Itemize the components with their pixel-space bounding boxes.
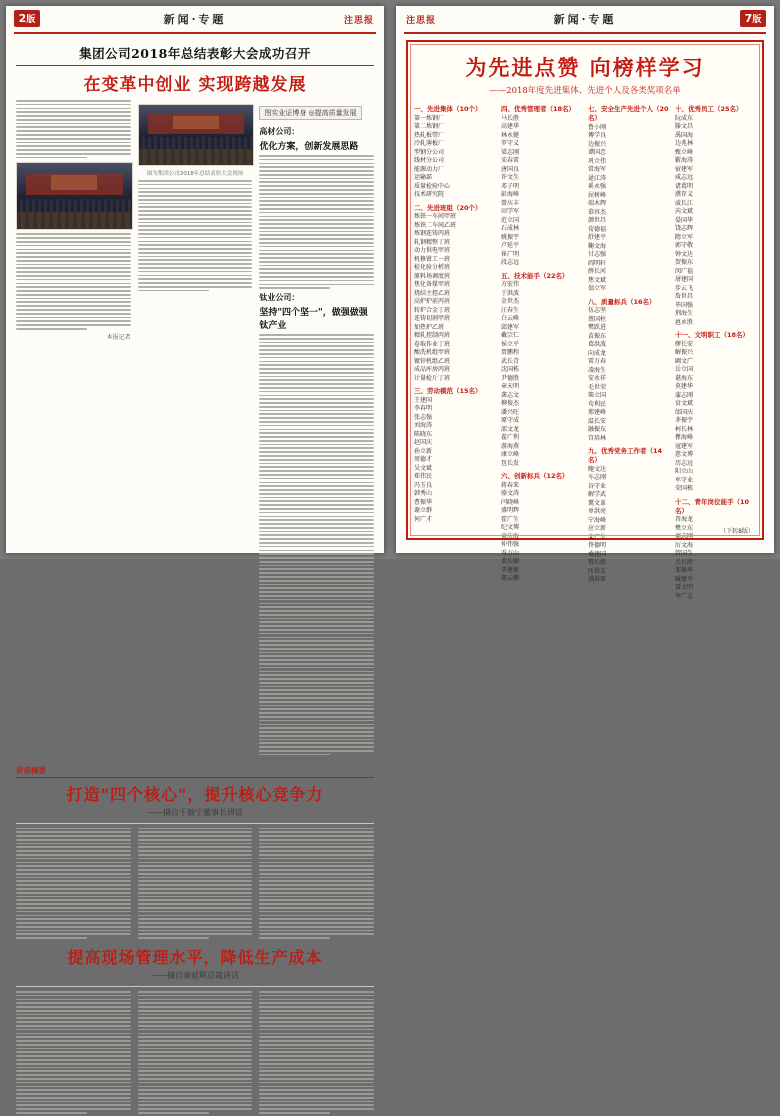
award-recipient-name: 高建华 (501, 123, 520, 130)
award-recipient-name: 柳俊杰 (501, 400, 520, 407)
award-recipient-name: 第二炼钢厂 (414, 123, 445, 130)
award-recipient-name: 连铸切割甲班 (414, 315, 451, 322)
award-recipient-name: 卷取作业丁班 (414, 340, 451, 348)
award-recipient-name: 樊跃进 (588, 324, 607, 331)
sub-article-1-title: 优化方案，创新发展思路 (259, 142, 359, 152)
body-text-block (138, 180, 253, 291)
left-masthead (14, 10, 376, 34)
award-recipient-name: 桑建国 (588, 550, 607, 558)
award-recipient-name: 赵国庆 (414, 439, 433, 446)
award-category-heading: 七、安全生产先进个人（20名） (588, 105, 669, 122)
award-recipient-name: 扈永胜 (675, 318, 694, 326)
award-recipient-name: 翟广利 (501, 434, 520, 441)
award-recipient-name: 霍广生 (501, 515, 520, 523)
award-recipient-name: 镀锌机组乙班 (414, 357, 451, 365)
award-recipient-name: 瞿海峰 (675, 434, 694, 441)
award-recipient-name: 孙立新 (414, 447, 433, 455)
body-text-block (16, 828, 131, 939)
award-recipient-name: 伍志坚 (588, 307, 607, 314)
body-text-block (259, 155, 374, 289)
award-recipient-name: 晋海龙 (675, 516, 694, 523)
award-recipient-name: 石成林 (501, 225, 520, 232)
award-recipient-name: 纪文博 (501, 524, 520, 531)
award-recipient-name: 靳海涛 (675, 157, 694, 164)
award-recipient-name: 谌海东 (675, 374, 694, 382)
award-recipient-name: 边振兴 (588, 140, 607, 148)
award-recipient-name: 颜世昌 (588, 217, 607, 224)
award-recipient-name: 奚永强 (588, 183, 607, 190)
speech-2-title: 提高现场管理水平，降低生产成本 (67, 947, 323, 967)
award-recipient-name: 臧建平 (675, 575, 694, 583)
award-recipient-name: 田学军 (501, 208, 520, 215)
award-recipient-name: 乔万山 (501, 549, 520, 557)
award-recipient-name: 型钢分公司 (414, 148, 445, 156)
award-category-heading: 一、先进集体（10个） (414, 105, 482, 113)
award-recipient-name: 邓子明 (501, 182, 520, 190)
award-recipient-name: 段志远 (501, 259, 520, 266)
award-recipient-name: 陈晓东 (414, 430, 433, 438)
left-column-2 (138, 100, 253, 758)
award-recipient-name: 戚长江 (675, 199, 694, 207)
award-recipient-name: 安永祥 (588, 375, 607, 382)
award-recipient-name: 解振兴 (675, 349, 694, 356)
award-recipient-name: 林永健 (501, 131, 520, 139)
award-recipient-name: 成品库房丙班 (414, 366, 451, 373)
award-recipient-name: 吴文斌 (414, 464, 433, 472)
award-recipient-name: 茅振宇 (675, 417, 694, 424)
award-recipient-name: 温长安 (588, 417, 607, 425)
award-recipient-name: 咸志远 (675, 174, 694, 181)
right-masthead (404, 10, 766, 34)
award-recipient-name: 游海燕 (501, 442, 520, 450)
award-recipient-name: 牟守业 (675, 476, 694, 484)
award-category-heading: 六、创新标兵（12名） (501, 472, 569, 480)
award-recipient-name: 匡世友 (588, 567, 607, 575)
award-recipient-name: 精轧控制丙班 (414, 332, 451, 339)
award-recipient-name: 质量检验中心 (414, 182, 451, 190)
award-recipient-name: 许文生 (501, 174, 520, 181)
body-text-block (16, 991, 131, 1114)
speech-2-column-2 (138, 991, 253, 1116)
award-recipient-name: 蒲志刚 (675, 391, 694, 399)
award-recipient-name: 鲁小刚 (588, 123, 607, 131)
award-recipient-name: 线材分公司 (414, 157, 445, 164)
award-recipient-name: 冯玉良 (414, 481, 433, 489)
divider (16, 986, 374, 987)
award-recipient-name: 柯长林 (675, 425, 694, 433)
award-recipient-name: 李春明 (414, 405, 433, 412)
award-recipient-name: 刘海涛 (414, 422, 433, 429)
award-recipient-name: 高炉炉前丙班 (414, 298, 451, 305)
award-recipient-name: 薛长河 (588, 268, 607, 275)
award-list-frame (406, 40, 764, 600)
left-top-columns (16, 100, 374, 758)
award-recipient-name: 闵广福 (675, 267, 694, 275)
body-text-block (138, 991, 253, 1114)
left-column-3 (259, 100, 374, 758)
award-recipient-name: 凌海生 (588, 366, 607, 374)
speech-2-column-3 (259, 991, 374, 1116)
award-recipient-name: 范立国 (501, 216, 520, 224)
left-page (6, 6, 384, 980)
award-recipient-name: 炼钢连铸丙班 (414, 230, 451, 237)
award-recipient-name: 晏国华 (675, 216, 694, 224)
award-recipient-name: 巩立伟 (588, 157, 607, 165)
award-recipient-name: 荀德福 (588, 225, 607, 233)
award-recipient-name: 戴宗仁 (501, 332, 520, 339)
award-recipient-name: 邱建军 (501, 323, 520, 331)
award-recipient-name: 翁立军 (588, 285, 607, 292)
award-recipient-name: 唐国良 (501, 165, 520, 173)
award-recipient-name: 管国生 (675, 550, 694, 557)
award-recipient-name: 动力供电甲班 (414, 247, 451, 254)
body-text-block (259, 828, 374, 939)
right-page-number: 7版 (740, 10, 766, 27)
award-recipient-name: 郝云鹏 (501, 575, 520, 582)
award-recipient-name: 谭国忠 (588, 149, 607, 156)
award-recipient-name: 康立峰 (501, 451, 520, 458)
award-recipient-name: 金世杰 (501, 298, 520, 305)
award-recipient-name: 热轧板带厂 (414, 131, 445, 139)
award-recipient-name: 童庆海 (501, 532, 520, 540)
photo-caption: 图为集团公司2018年总结表彰大会现场 (146, 171, 244, 177)
award-recipient-name: 宿建军 (675, 165, 694, 173)
award-recipient-name: 栾广生 (588, 533, 607, 541)
award-recipient-name: 骆文涛 (501, 490, 520, 497)
award-recipient-name: 侯立平 (501, 340, 520, 348)
award-recipient-name: 傅学良 (588, 132, 607, 139)
award-recipient-name: 龚志文 (501, 391, 520, 399)
award-recipient-name: 宋春雷 (501, 157, 520, 164)
award-recipient-name: 芮文斌 (675, 208, 694, 215)
speech-1-columns (16, 828, 374, 941)
award-recipient-name: 计量检斤丁班 (414, 374, 451, 382)
sub-article-1-label: 高材公司： (259, 127, 300, 136)
award-recipient-name: 鞠文海 (588, 242, 607, 250)
speech-1-column-1 (16, 828, 131, 941)
award-recipient-name: 阚文广 (675, 357, 694, 365)
award-recipient-name: 炼铁二车间乙班 (414, 221, 457, 229)
continued-note: （下转8版） (720, 528, 754, 535)
award-recipient-name: 轧钢精整丁班 (414, 238, 451, 246)
award-recipient-name: 包长发 (501, 459, 520, 467)
award-recipient-name: 谷守业 (588, 482, 607, 490)
award-recipient-name: 原守成 (501, 417, 520, 424)
award-column (501, 101, 582, 582)
award-recipient-name: 梁志刚 (501, 148, 520, 156)
right-masthead-side: 注思报 (406, 16, 437, 26)
award-recipient-name: 毕国强 (675, 301, 694, 309)
award-category-heading: 四、优秀管理者（18名） (501, 105, 576, 113)
award-recipient-name: 崔广明 (501, 250, 520, 258)
award-recipient-name: 郭守敬 (675, 242, 694, 249)
award-recipient-name: 何广才 (414, 515, 433, 523)
award-recipient-name: 岑广志 (675, 592, 694, 600)
sub-article-2-label: 钛业公司： (259, 293, 300, 303)
award-recipient-name: 葛洪波 (588, 341, 607, 348)
award-recipient-name: 常海军 (588, 166, 607, 173)
left-main-headline: 在变革中创业 实现跨越发展 (83, 75, 307, 95)
award-recipient-name: 蒋春来 (501, 481, 520, 489)
award-recipient-name: 甄立峰 (675, 148, 694, 156)
award-recipient-name: 焦化备煤甲班 (414, 281, 451, 288)
body-text-block (259, 334, 374, 755)
award-recipient-name: 汪春生 (501, 306, 520, 314)
award-column (414, 101, 495, 553)
award-recipient-name: 钟文达 (675, 250, 694, 258)
award-recipient-name: 原料场调度班 (414, 272, 451, 280)
sub-article-2-title: 坚持"四个坚一"，做强做强钛产业 (259, 308, 368, 332)
award-recipient-name: 单洪亮 (588, 508, 607, 515)
award-recipient-name: 罗守义 (501, 140, 520, 147)
award-recipient-name: 张志强 (414, 413, 433, 421)
award-category-heading: 二、先进班组（20个） (414, 203, 482, 212)
award-recipient-name: 詹世昌 (675, 293, 694, 300)
speech-1-column-3 (259, 828, 374, 941)
award-recipient-name: 郑伟民 (414, 473, 433, 480)
award-recipient-name: 蔡国柱 (588, 315, 607, 323)
award-recipient-name: 莫建华 (675, 383, 694, 390)
award-recipient-name: 方宏伟 (501, 281, 520, 288)
award-recipient-name: 佟德明 (588, 542, 607, 549)
body-text-block (16, 100, 131, 158)
award-recipient-name: 满春雷 (588, 576, 607, 583)
award-recipient-name: 舒建平 (588, 234, 607, 241)
body-text-block (16, 233, 131, 329)
speech-1-title: 打造"四个核心"，提升核心竞争力 (66, 784, 324, 804)
award-recipient-name: 商志刚 (675, 533, 694, 540)
award-recipient-name: 苟利民 (588, 400, 607, 408)
award-category-heading: 十一、文明职工（18名） (675, 331, 750, 339)
speech-2-byline: ——摘自秦延辉总裁讲话 (151, 970, 239, 980)
award-recipient-name: 应立新 (588, 525, 607, 532)
award-recipient-name: 酸洗机组甲班 (414, 349, 451, 356)
award-category-heading: 五、技术能手（22名） (501, 271, 569, 280)
award-recipient-name: 卢延平 (501, 242, 520, 249)
award-recipient-name: 王建国 (414, 396, 433, 404)
award-recipient-name: 融振东 (588, 426, 607, 433)
award-recipient-name: 邹振华 (675, 567, 694, 574)
conference-photo-small (16, 162, 133, 230)
award-recipient-name: 技术研究院 (414, 191, 445, 198)
award-recipient-name: 彭海峰 (501, 191, 520, 198)
divider (16, 823, 374, 824)
headline-rule (16, 65, 374, 66)
conference-photo-main (138, 104, 255, 166)
award-recipient-name: 聂文明 (675, 584, 694, 591)
award-recipient-name: 邢建峰 (588, 409, 607, 416)
left-masthead-side: 注思报 (343, 16, 374, 26)
award-recipient-name: 沈国栋 (501, 366, 520, 373)
award-recipient-name: 阳立山 (675, 468, 694, 475)
award-recipient-name: 荣国栋 (675, 485, 694, 492)
award-subtitle: ——2018年度先进集体、先进个人及各类奖项名单 (489, 86, 681, 96)
award-title: 为先进点赞 向榜样学习 (465, 55, 705, 80)
award-recipient-name: 贺振东 (675, 259, 694, 266)
award-column (588, 101, 669, 583)
award-recipient-name: 解学武 (588, 491, 607, 498)
award-recipient-name: 裴长顺 (501, 558, 520, 565)
left-page-number: 2版 (14, 10, 40, 27)
left-sub-headline: 集团公司2018年总结表彰大会成功召开 (79, 46, 311, 61)
award-recipient-name: 向成龙 (588, 349, 607, 357)
award-recipient-name: 姚振宇 (501, 233, 520, 241)
award-recipient-name: 尹德胜 (501, 374, 520, 382)
award-recipient-name: 章天明 (501, 383, 520, 390)
award-recipient-name: 濮存义 (675, 191, 694, 198)
award-recipient-name: 曹振华 (414, 498, 433, 506)
award-category-heading: 十二、青年岗位能手（10名） (675, 497, 750, 515)
award-recipient-name: 于洪波 (501, 289, 520, 297)
award-recipient-name: 潘兴旺 (501, 408, 520, 416)
award-recipient-name: 滕文昌 (675, 123, 694, 130)
award-category-heading: 八、质量标兵（16名） (588, 297, 656, 306)
award-recipient-name: 邰国庆 (675, 408, 694, 416)
award-recipient-name: 毕建新 (501, 566, 520, 574)
award-recipient-name: 白云峰 (501, 315, 520, 322)
left-column-1 (16, 100, 131, 758)
award-recipient-name: 屠建国 (675, 276, 694, 283)
award-recipient-name: 厉文海 (675, 541, 694, 549)
award-recipient-name: 马长胜 (501, 114, 520, 122)
award-recipient-name: 端木辉 (588, 200, 607, 207)
speech-section-tag: 讲话摘要 (16, 765, 374, 778)
award-recipient-name: 第一炼钢厂 (414, 114, 445, 122)
award-recipient-name: 禹国海 (675, 131, 694, 139)
award-recipient-name: 慈文博 (675, 451, 694, 458)
award-recipient-name: 周德才 (414, 456, 433, 463)
award-recipient-name: 仲伟强 (501, 541, 520, 548)
award-recipient-name: 边兆林 (675, 140, 694, 147)
award-recipient-name: 历志远 (675, 459, 694, 467)
left-kicker-tag: 图实业证博身 ◎提高质量发展 (259, 106, 361, 120)
award-recipient-name: 加热炉乙班 (414, 323, 445, 331)
award-recipient-name: 贲文斌 (675, 400, 694, 407)
award-recipient-name: 闫晓峰 (501, 498, 520, 506)
award-category-heading: 九、优秀党务工作者（14名） (588, 447, 663, 464)
speech-1-column-2 (138, 828, 253, 941)
award-recipient-name: 武长青 (501, 357, 520, 365)
award-recipient-name: 贾鹏程 (501, 349, 520, 356)
award-recipient-name: 鄂长胜 (588, 559, 607, 566)
award-recipient-name: 缪长安 (675, 340, 694, 348)
body-text-block (138, 828, 253, 939)
award-recipient-name: 焦文斌 (588, 276, 607, 284)
award-recipient-name: 检化验分析班 (414, 264, 451, 271)
award-recipient-name: 甘志强 (588, 251, 607, 258)
award-recipient-name: 冷轧薄板厂 (414, 140, 445, 147)
award-recipient-name: 能源动力厂 (414, 165, 445, 173)
right-page (396, 6, 774, 600)
award-recipient-name: 宁海峰 (588, 516, 607, 524)
award-recipient-name: 冀文革 (588, 499, 607, 507)
award-recipient-name: 转炉合金丁班 (414, 306, 451, 314)
award-columns (414, 101, 756, 600)
award-recipient-name: 雷万春 (588, 358, 607, 365)
award-recipient-name: 谢立群 (414, 507, 433, 514)
award-recipient-name: 盛明辉 (501, 507, 520, 514)
award-recipient-name: 运输部 (414, 174, 433, 181)
speech-1-byline: ——摘自于敏宁董事长讲话 (147, 807, 243, 817)
award-recipient-name: 苗振东 (588, 332, 607, 340)
award-recipient-name: 步云飞 (675, 284, 694, 292)
award-recipient-name: 邵文龙 (501, 425, 520, 433)
award-recipient-name: 诸葛明 (675, 182, 694, 190)
award-category-heading: 十、优秀员工（25名） (675, 105, 743, 113)
award-recipient-name: 屈树峰 (588, 191, 607, 199)
award-recipient-name: 岳立国 (675, 366, 694, 373)
award-recipient-name: 宫培林 (588, 434, 607, 442)
award-recipient-name: 寇建军 (675, 442, 694, 450)
left-byline: 本报记者 (106, 333, 131, 341)
award-recipient-name: 隋立军 (675, 233, 694, 241)
right-masthead-title: 新闻·专题 (553, 13, 617, 26)
award-recipient-name: 曾庆丰 (501, 199, 520, 207)
body-text-block (259, 991, 374, 1114)
award-recipient-name: 机修钳工一班 (414, 255, 451, 263)
award-recipient-name: 鲍文达 (588, 465, 607, 473)
award-recipient-name: 樊立东 (675, 524, 694, 532)
award-recipient-name: 荆海生 (675, 310, 694, 317)
speech-2-columns (16, 991, 374, 1116)
award-recipient-name: 韩秀山 (414, 490, 433, 497)
award-column (675, 101, 756, 600)
award-recipient-name: 慕容杰 (588, 208, 607, 216)
award-recipient-name: 关长胜 (675, 558, 694, 566)
left-masthead-title: 新闻·专题 (163, 13, 227, 26)
award-recipient-name: 烧结主控乙班 (414, 289, 451, 297)
award-recipient-name: 柴立国 (588, 392, 607, 399)
award-recipient-name: 饶志辉 (675, 225, 694, 232)
award-recipient-name: 阮成东 (675, 114, 694, 122)
award-recipient-name: 毛世荣 (588, 383, 607, 391)
award-recipient-name: 阎明轩 (588, 259, 607, 267)
speech-2-column-1 (16, 991, 131, 1116)
award-category-heading: 三、劳动模范（15名） (414, 387, 482, 395)
award-recipient-name: 逯江涛 (588, 174, 607, 182)
award-recipient-name: 炼铁一车间甲班 (414, 213, 457, 220)
award-recipient-name: 车志刚 (588, 474, 607, 481)
